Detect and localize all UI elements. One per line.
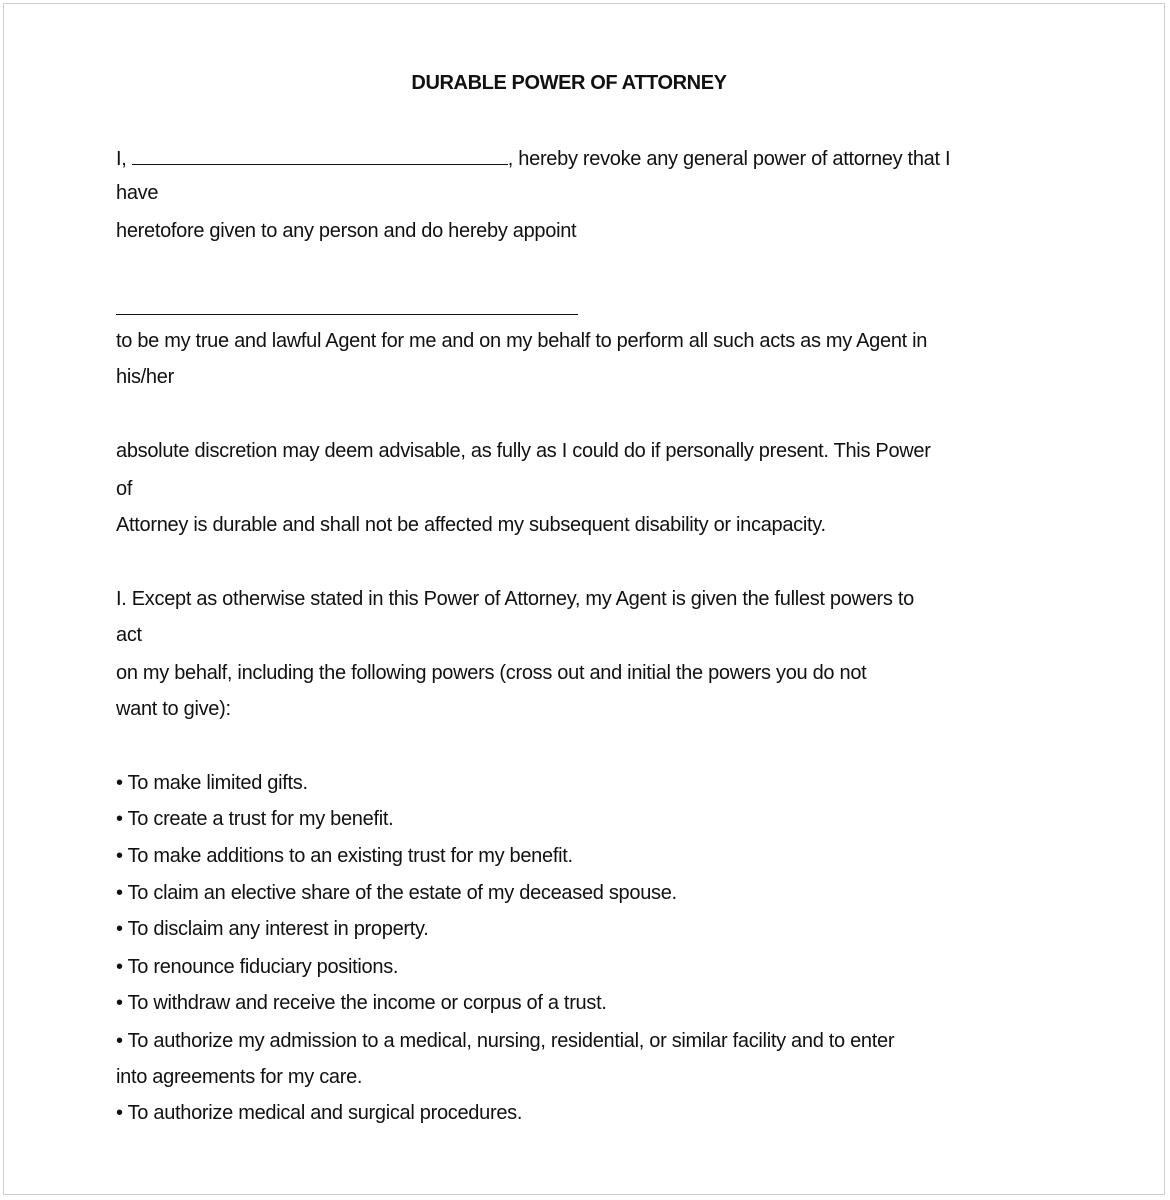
paragraph-4-line-1: I. Except as otherwise stated in this Power of Attorney, my Agent is given the fullest powers to: [116, 588, 914, 610]
paragraph-2-line-1: to be my true and lawful Agent for me and on my behalf to perform all such acts as my Agent in: [116, 330, 928, 352]
principal-suffix: , hereby revoke any general power of attorney that I: [507, 148, 951, 170]
power-item-continuation: into agreements for my care.: [116, 1066, 363, 1088]
power-item: • To make limited gifts.: [116, 772, 308, 794]
paragraph-4-line-3: on my behalf, including the following powers (cross out and initial the powers you do not: [116, 662, 867, 684]
paragraph-4-line-2: act: [116, 624, 142, 646]
power-item: • To disclaim any interest in property.: [116, 918, 429, 940]
paragraph-3-line-2: of: [116, 478, 133, 500]
document-title: DURABLE POWER OF ATTORNEY: [411, 72, 727, 94]
agent-name-blank[interactable]: [116, 314, 578, 315]
paragraph-1-line-1: [116, 146, 950, 171]
power-item: • To make additions to an existing trust for my benefit.: [116, 845, 573, 867]
power-item: • To create a trust for my benefit.: [116, 808, 394, 830]
power-item: • To authorize my admission to a medical, nursing, residential, or similar facility and to enter: [116, 1030, 895, 1052]
paragraph-1-line-2: have: [116, 182, 159, 204]
paragraph-3-line-1: absolute discretion may deem advisable, as fully as I could do if personally present. This Power: [116, 440, 931, 462]
paragraph-2-line-2: his/her: [116, 366, 174, 388]
power-item: • To claim an elective share of the estate of my deceased spouse.: [116, 882, 677, 904]
principal-name-blank[interactable]: [132, 146, 508, 165]
power-item: • To renounce fiduciary positions.: [116, 956, 399, 978]
paragraph-3-line-3: Attorney is durable and shall not be affected my subsequent disability or incapacity.: [116, 514, 826, 536]
power-item: • To withdraw and receive the income or corpus of a trust.: [116, 992, 607, 1014]
principal-prefix: I,: [116, 148, 127, 170]
paragraph-1-line-3: heretofore given to any person and do hereby appoint: [116, 220, 577, 242]
paragraph-4-line-4: want to give):: [116, 698, 231, 720]
power-item: • To authorize medical and surgical procedures.: [116, 1102, 523, 1124]
